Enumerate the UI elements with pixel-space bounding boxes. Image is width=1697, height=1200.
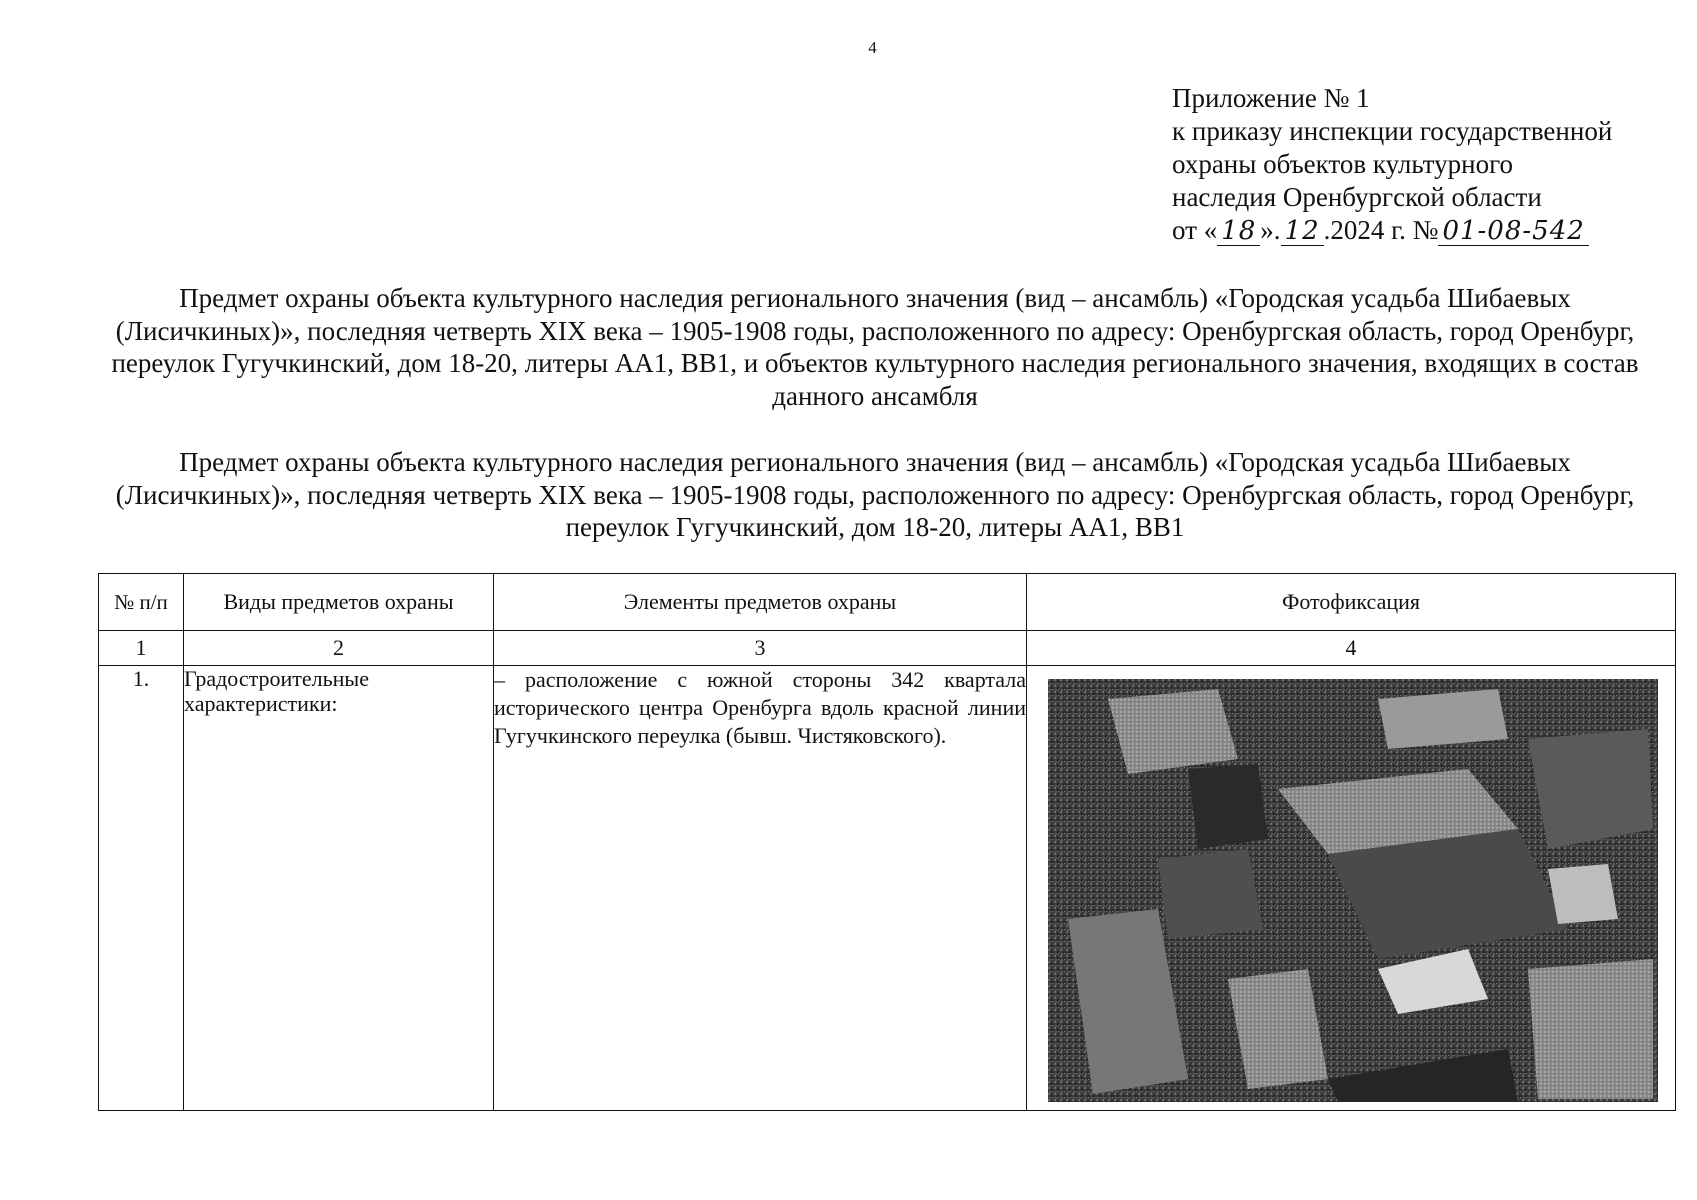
header-elements: Элементы предметов охраны	[494, 574, 1027, 631]
column-index: 4	[1027, 631, 1676, 666]
row-number: 1.	[99, 666, 184, 1111]
appendix-date-line	[1172, 214, 1672, 247]
header-number: № п/п	[99, 574, 184, 631]
handwritten-order-number: 01-08-542	[1438, 217, 1588, 246]
page-number: 4	[868, 38, 877, 57]
row-elements: – расположение с южной стороны 342 квартала исторического центра Оренбурга вдоль красной линии Гугучкинского переулка (бывш. Чистяковского).	[494, 666, 1027, 1111]
heading-ensemble: Предмет охраны объекта культурного наследия регионального значения (вид – ансамбль) «Городская усадьба Шибаевых (Лисичкиных)», последняя четверть XIX века – 1905-1908 годы, расположенного по адресу: Оренбургская область, город Оренбург, переулок Гугучкинский, дом 18-20, литеры АА1, ВВ1	[115, 447, 1635, 542]
photo-cell	[1027, 666, 1676, 1111]
appendix-title: Приложение № 1	[1172, 83, 1370, 113]
appendix-line-3: охраны объектов культурного	[1172, 149, 1513, 179]
heading-ensemble-and-objects: Предмет охраны объекта культурного наследия регионального значения (вид – ансамбль) «Городская усадьба Шибаевых (Лисичкиных)», последняя четверть XIX века – 1905-1908 годы, расположенного по адресу: Оренбургская область, город Оренбург, переулок Гугучкинский, дом 18-20, литеры АА1, ВВ1, и объектов культурного наследия регионального значения, входящих в состав данного ансамбля	[111, 283, 1639, 411]
date-suffix: .2024 г. №	[1323, 215, 1439, 245]
header-photo: Фотофиксация	[1027, 574, 1676, 631]
column-index: 2	[184, 631, 494, 666]
protection-subjects-table	[98, 573, 1676, 1111]
appendix-block	[1172, 82, 1672, 247]
appendix-line-4: наследия Оренбургской области	[1172, 182, 1542, 212]
appendix-line-2: к приказу инспекции государственной	[1172, 116, 1613, 146]
handwritten-day: 18	[1217, 217, 1260, 246]
column-index: 3	[494, 631, 1027, 666]
date-mid: ».	[1260, 215, 1281, 245]
handwritten-month: 12	[1281, 217, 1324, 246]
aerial-photo	[1048, 679, 1658, 1102]
date-prefix: от «	[1172, 215, 1218, 245]
table-row	[99, 666, 1676, 1111]
row-kind: Градостроительные характеристики:	[184, 666, 494, 1111]
column-index-row	[99, 631, 1676, 666]
column-index: 1	[99, 631, 184, 666]
table-header-row	[99, 574, 1676, 631]
header-kind: Виды предметов охраны	[184, 574, 494, 631]
